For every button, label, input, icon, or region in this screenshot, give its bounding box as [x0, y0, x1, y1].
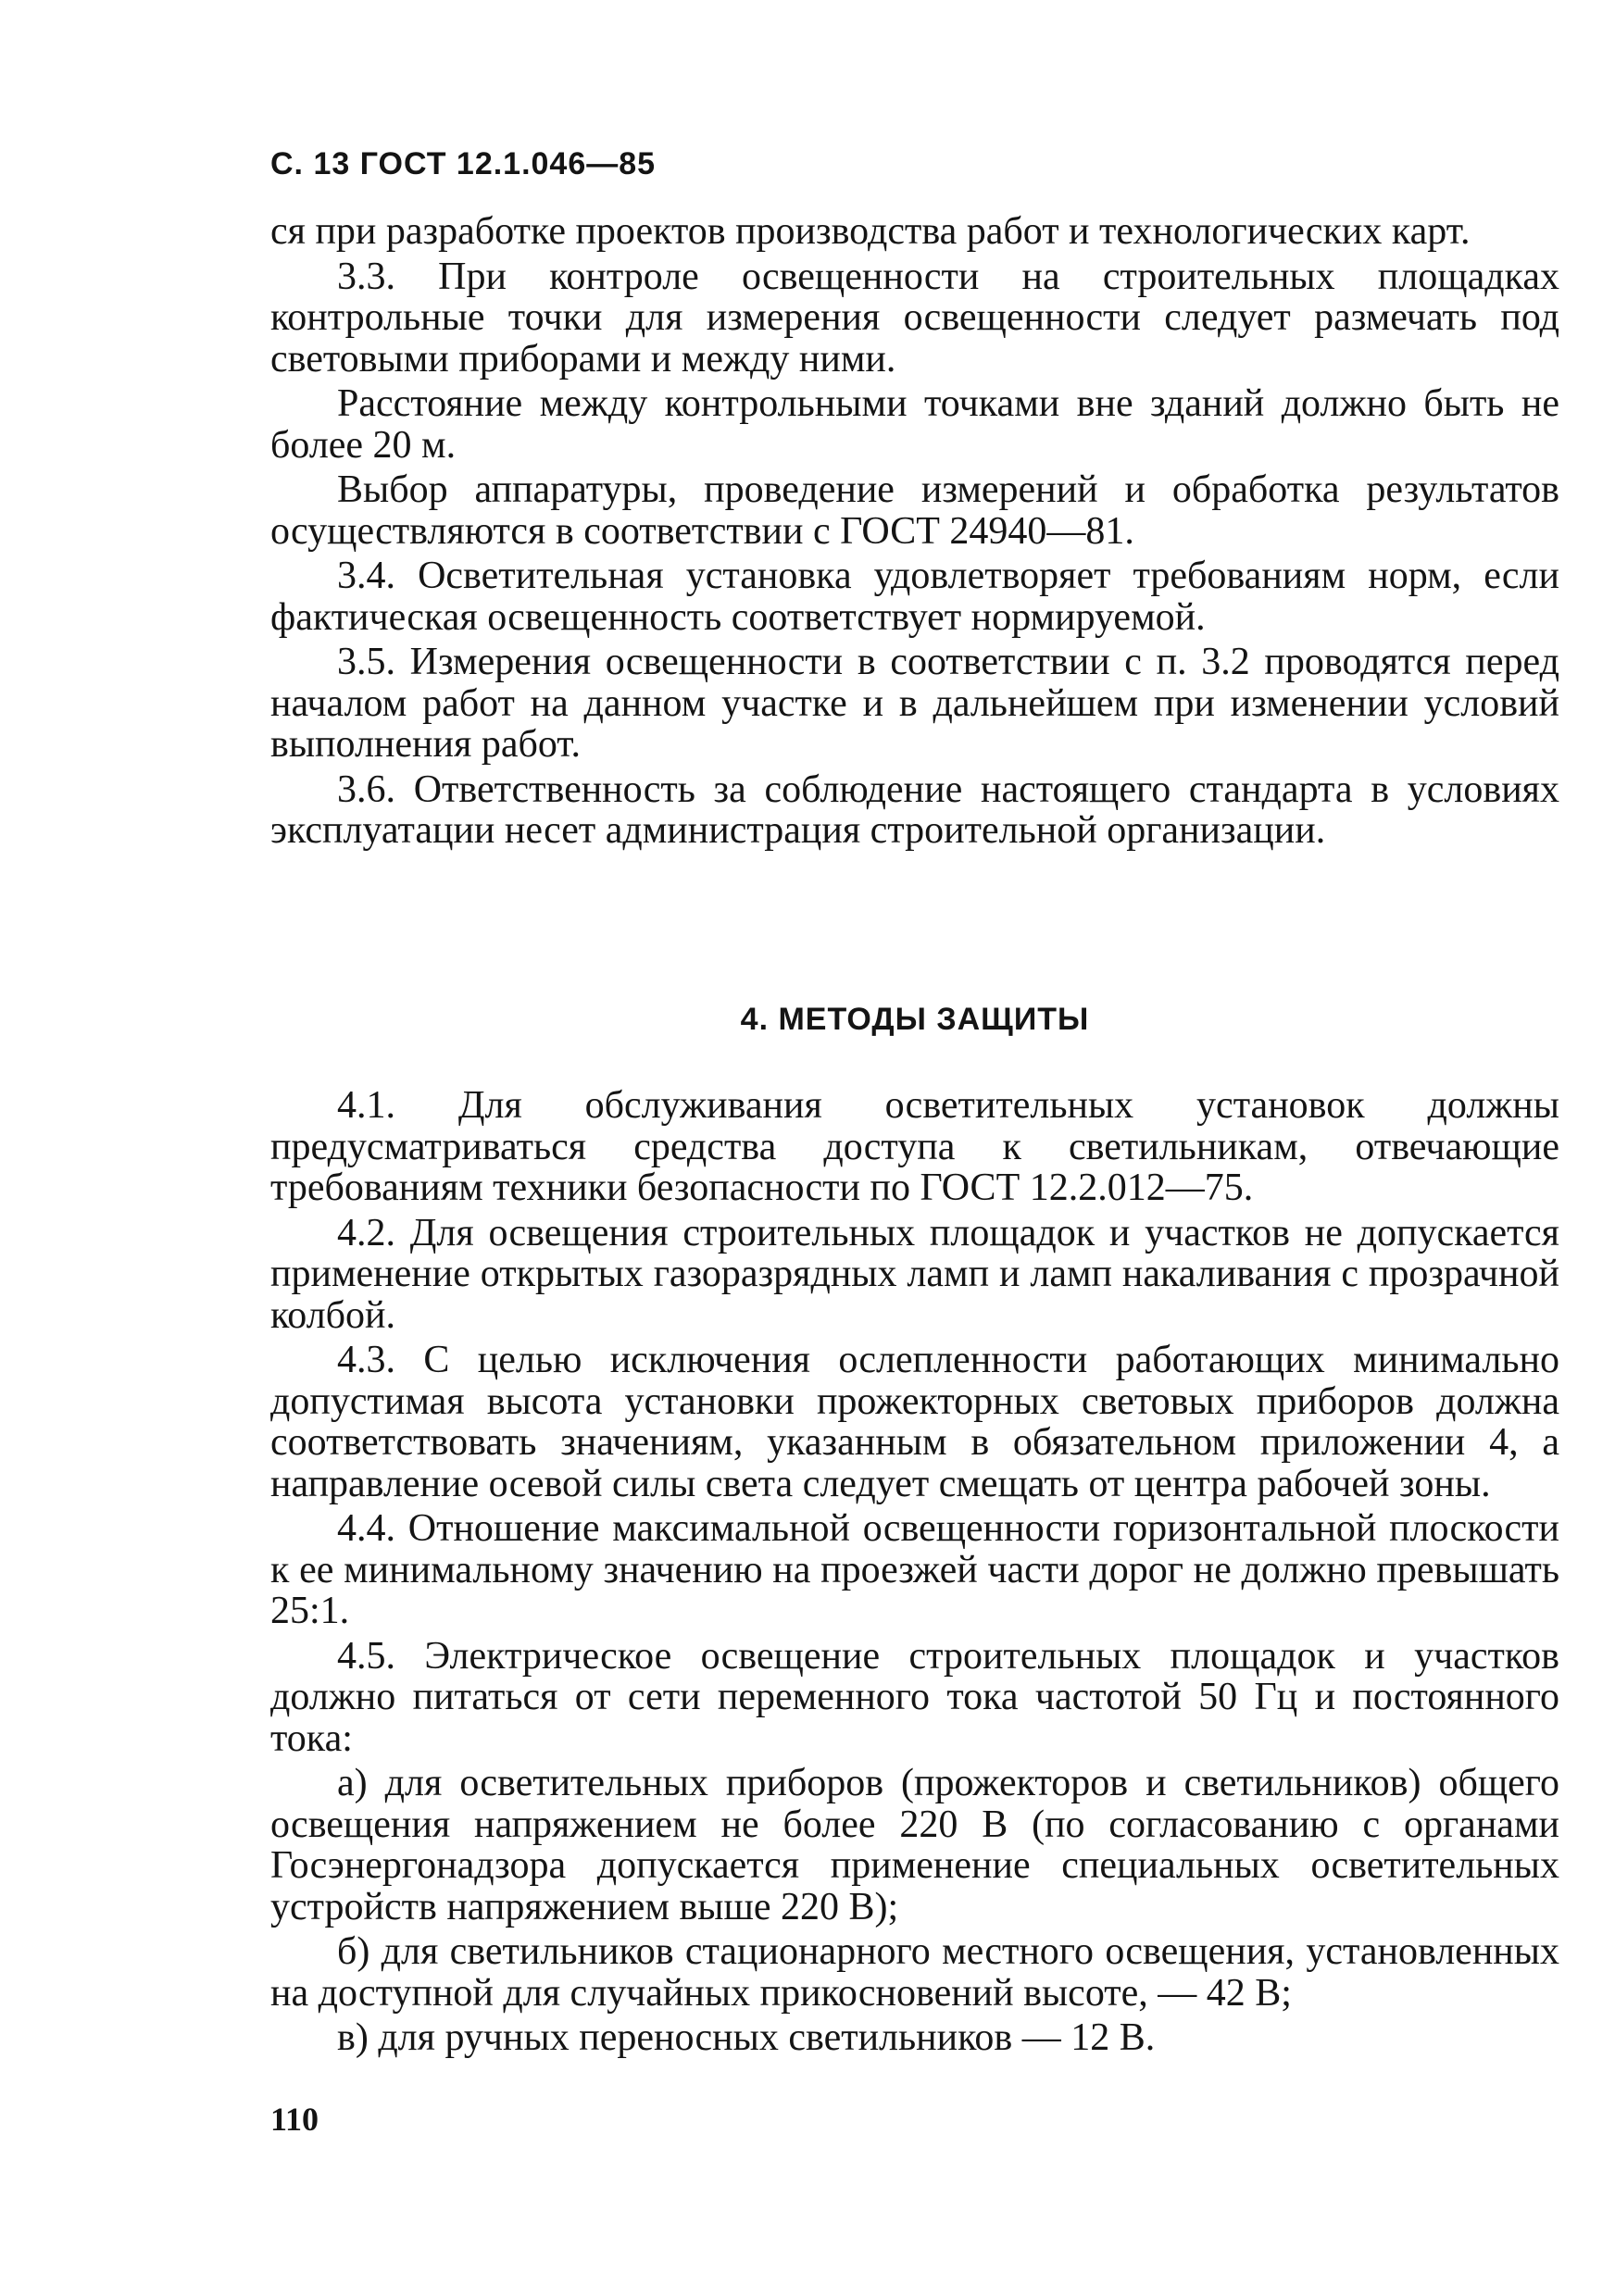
page-number: 110 — [270, 2101, 319, 2138]
paragraph-4-2: 4.2. Для освещения строительных площадок и участков не допускается применение открытых газоразрядных ламп и ламп накаливания с прозрачной колбой. — [270, 1211, 1559, 1337]
list-item-b: б) для светильников стационарного местного освещения, установленных на доступной для случайных прикосновений высоте, — 42 В; — [270, 1930, 1559, 2015]
paragraph-4-4: 4.4. Отношение максимальной освещенности горизонтальной плоскости к ее минимальному значению на проезжей части дорог не должно превышать 25:1. — [270, 1507, 1559, 1632]
paragraph-3-3-distance: Расстояние между контрольными точками вне зданий должно быть не более 20 м. — [270, 382, 1559, 467]
paragraph-4-1: 4.1. Для обслуживания осветительных установок должны предусматриваться средства доступа к светильникам, отвечающие требованиям техники безопасности по ГОСТ 12.2.012—75. — [270, 1084, 1559, 1209]
paragraph-4-3: 4.3. С целью исключения ослепленности работающих минимально допустимая высота установки прожекторных световых приборов должна соответствовать значениям, указанным в обязательном приложении 4, а направление осевой силы света следует смещать от центра рабочей зоны. — [270, 1339, 1559, 1505]
paragraph-3-5: 3.5. Измерения освещенности в соответствии с п. 3.2 проводятся перед началом работ на данном участке и в дальнейшем при изменении условий выполнения работ. — [270, 641, 1559, 766]
paragraph-3-4: 3.4. Осветительная установка удовлетворяет требованиям норм, если фактическая освещенность соответствует нормируемой. — [270, 555, 1559, 639]
section-3-text — [270, 211, 1559, 855]
section-4-text — [270, 1085, 1559, 2063]
section-heading: 4. МЕТОДЫ ЗАЩИТЫ — [740, 1002, 1090, 1037]
running-header: С. 13 ГОСТ 12.1.046—85 — [270, 146, 657, 181]
paragraph-3-3-equipment: Выбор аппаратуры, проведение измерений и обработка результатов осуществляются в соответствии с ГОСТ 24940—81. — [270, 468, 1559, 553]
paragraph-continuation: ся при разработке проектов производства работ и технологических карт. — [270, 210, 1471, 253]
paragraph-3-3: 3.3. При контроле освещенности на строительных площадках контрольные точки для измерения освещенности следует размечать под световыми приборами и между ними. — [270, 255, 1559, 381]
paragraph-3-6: 3.6. Ответственность за соблюдение настоящего стандарта в условиях эксплуатации несет администрация строительной организации. — [270, 767, 1559, 852]
list-item-a: а) для осветительных приборов (прожекторов и светильников) общего освещения напряжением не более 220 В (по согласованию с органами Госэнергонадзора допускается применение специальных осветительных устройств напряжением выше 220 В); — [270, 1762, 1559, 1928]
list-item-v: в) для ручных переносных светильников — 12 В. — [337, 2016, 1156, 2059]
paragraph-4-5: 4.5. Электрическое освещение строительных площадок и участков должно питаться от сети переменного тока частотой 50 Гц и постоянного тока: — [270, 1634, 1559, 1760]
